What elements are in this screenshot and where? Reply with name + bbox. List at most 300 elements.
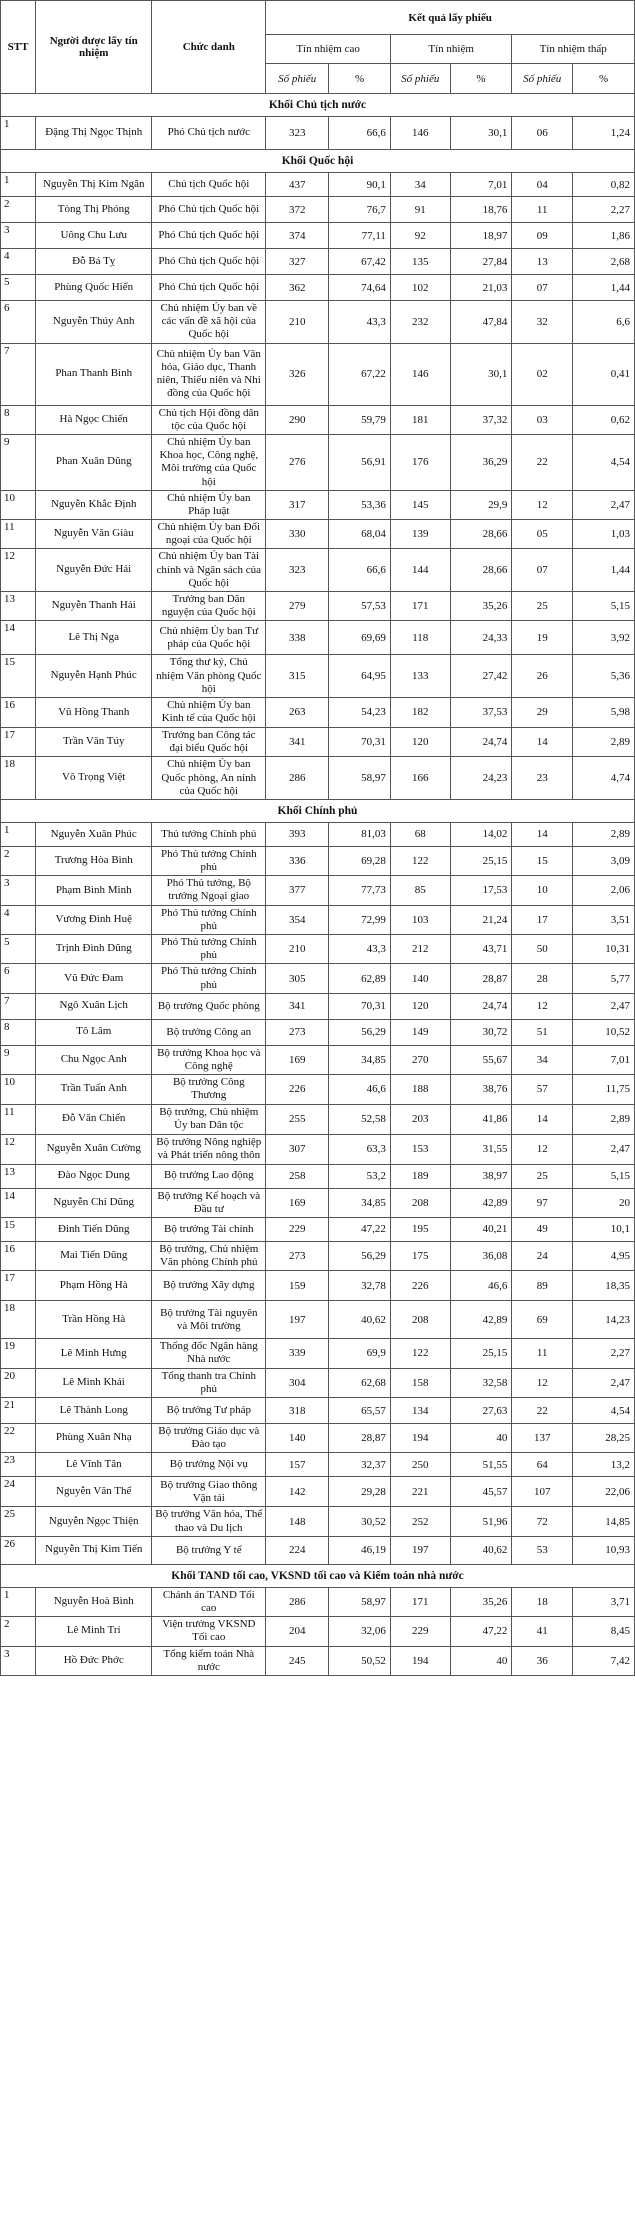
row-low-votes: 24 xyxy=(512,1241,573,1270)
row-low-votes: 05 xyxy=(512,520,573,549)
table-row xyxy=(1,1587,635,1616)
row-high-votes: 326 xyxy=(266,343,329,405)
row-medium-votes: 134 xyxy=(390,1398,450,1424)
row-stt: 24 xyxy=(1,1477,36,1507)
row-low-votes: 10 xyxy=(512,876,573,905)
row-low-pct: 18,35 xyxy=(573,1271,635,1301)
row-medium-votes: 135 xyxy=(390,249,450,275)
row-medium-votes: 171 xyxy=(390,1587,450,1616)
row-high-pct: 77,11 xyxy=(329,223,391,249)
row-stt: 20 xyxy=(1,1368,36,1397)
row-low-votes: 49 xyxy=(512,1217,573,1241)
table-row xyxy=(1,117,635,150)
row-high-pct: 40,62 xyxy=(329,1301,391,1339)
row-low-votes: 25 xyxy=(512,592,573,621)
row-low-votes: 06 xyxy=(512,117,573,150)
row-low-pct: 28,25 xyxy=(573,1424,635,1453)
row-low-votes: 22 xyxy=(512,1398,573,1424)
row-high-votes: 372 xyxy=(266,197,329,223)
row-medium-votes: 194 xyxy=(390,1646,450,1675)
section-header xyxy=(1,1564,635,1587)
row-medium-votes: 203 xyxy=(390,1104,450,1134)
row-medium-votes: 103 xyxy=(390,905,450,934)
row-medium-votes: 92 xyxy=(390,223,450,249)
row-high-votes: 279 xyxy=(266,592,329,621)
row-high-votes: 140 xyxy=(266,1424,329,1453)
row-stt: 1 xyxy=(1,822,36,846)
row-medium-pct: 25,15 xyxy=(450,846,512,875)
row-medium-pct: 38,76 xyxy=(450,1075,512,1104)
row-medium-pct: 31,55 xyxy=(450,1134,512,1164)
row-medium-votes: 122 xyxy=(390,846,450,875)
header-pct: % xyxy=(450,64,512,94)
row-low-pct: 10,1 xyxy=(573,1217,635,1241)
row-position: Bộ trưởng, Chủ nhiệm Ủy ban Dân tộc xyxy=(152,1104,266,1134)
row-name: Vương Đình Huệ xyxy=(36,905,152,934)
row-low-pct: 5,98 xyxy=(573,697,635,727)
row-high-votes: 255 xyxy=(266,1104,329,1134)
row-high-pct: 66,6 xyxy=(329,549,391,592)
row-name: Nguyễn Khắc Định xyxy=(36,490,152,519)
row-medium-pct: 21,24 xyxy=(450,905,512,934)
row-high-votes: 290 xyxy=(266,405,329,434)
section-title: Khối Chủ tịch nước xyxy=(1,94,635,117)
table-row xyxy=(1,1019,635,1045)
row-low-votes: 12 xyxy=(512,1134,573,1164)
header-high: Tín nhiệm cao xyxy=(266,35,391,64)
row-low-votes: 89 xyxy=(512,1271,573,1301)
row-stt: 12 xyxy=(1,1134,36,1164)
row-medium-pct: 14,02 xyxy=(450,822,512,846)
row-position: Phó Chủ tịch nước xyxy=(152,117,266,150)
row-low-pct: 2,89 xyxy=(573,822,635,846)
row-low-pct: 4,74 xyxy=(573,757,635,800)
row-medium-votes: 144 xyxy=(390,549,450,592)
table-row xyxy=(1,1507,635,1536)
table-row xyxy=(1,822,635,846)
table-row xyxy=(1,520,635,549)
row-low-pct: 20 xyxy=(573,1188,635,1217)
row-medium-pct: 32,58 xyxy=(450,1368,512,1397)
row-high-votes: 305 xyxy=(266,964,329,993)
row-name: Nguyễn Thúy Anh xyxy=(36,301,152,344)
row-medium-pct: 42,89 xyxy=(450,1188,512,1217)
row-stt: 7 xyxy=(1,343,36,405)
row-low-votes: 13 xyxy=(512,249,573,275)
row-name: Lê Minh Trí xyxy=(36,1617,152,1646)
row-position: Bộ trưởng Công Thương xyxy=(152,1075,266,1104)
section-header xyxy=(1,799,635,822)
row-medium-pct: 7,01 xyxy=(450,173,512,197)
row-low-votes: 14 xyxy=(512,727,573,756)
row-high-pct: 57,53 xyxy=(329,592,391,621)
row-low-pct: 2,47 xyxy=(573,993,635,1019)
table-row xyxy=(1,621,635,655)
table-row xyxy=(1,1134,635,1164)
row-low-votes: 11 xyxy=(512,197,573,223)
row-high-votes: 210 xyxy=(266,935,329,964)
row-medium-votes: 120 xyxy=(390,993,450,1019)
table-body xyxy=(1,94,635,1676)
row-name: Trần Hồng Hà xyxy=(36,1301,152,1339)
row-name: Phạm Hồng Hà xyxy=(36,1271,152,1301)
row-high-pct: 69,28 xyxy=(329,846,391,875)
section-title: Khối Quốc hội xyxy=(1,150,635,173)
row-name: Nguyễn Chí Dũng xyxy=(36,1188,152,1217)
row-name: Đỗ Văn Chiến xyxy=(36,1104,152,1134)
row-name: Lê Vĩnh Tân xyxy=(36,1453,152,1477)
row-position: Bộ trưởng Nội vụ xyxy=(152,1453,266,1477)
row-name: Mai Tiến Dũng xyxy=(36,1241,152,1270)
row-high-pct: 69,9 xyxy=(329,1339,391,1368)
row-low-votes: 107 xyxy=(512,1477,573,1507)
row-high-votes: 338 xyxy=(266,621,329,655)
row-medium-pct: 30,1 xyxy=(450,343,512,405)
row-name: Nguyễn Ngọc Thiện xyxy=(36,1507,152,1536)
row-name: Lê Minh Hưng xyxy=(36,1339,152,1368)
row-low-pct: 11,75 xyxy=(573,1075,635,1104)
row-name: Phan Xuân Dũng xyxy=(36,434,152,490)
row-position: Chủ nhiệm Ủy ban Tư pháp của Quốc hội xyxy=(152,621,266,655)
row-low-pct: 1,24 xyxy=(573,117,635,150)
row-position: Phó Chủ tịch Quốc hội xyxy=(152,275,266,301)
row-high-pct: 58,97 xyxy=(329,1587,391,1616)
row-low-votes: 04 xyxy=(512,173,573,197)
row-low-votes: 22 xyxy=(512,434,573,490)
row-medium-votes: 171 xyxy=(390,592,450,621)
row-medium-votes: 188 xyxy=(390,1075,450,1104)
row-name: Nguyễn Đức Hải xyxy=(36,549,152,592)
row-stt: 1 xyxy=(1,117,36,150)
table-row xyxy=(1,876,635,905)
header-votes: Số phiếu xyxy=(512,64,573,94)
header-medium: Tín nhiệm xyxy=(390,35,511,64)
row-high-votes: 258 xyxy=(266,1164,329,1188)
row-position: Chánh án TAND Tối cao xyxy=(152,1587,266,1616)
row-medium-votes: 175 xyxy=(390,1241,450,1270)
row-name: Tòng Thị Phóng xyxy=(36,197,152,223)
row-high-pct: 32,78 xyxy=(329,1271,391,1301)
row-name: Tô Lâm xyxy=(36,1019,152,1045)
row-position: Chủ tịch Quốc hội xyxy=(152,173,266,197)
table-row xyxy=(1,993,635,1019)
row-high-pct: 81,03 xyxy=(329,822,391,846)
row-stt: 8 xyxy=(1,1019,36,1045)
row-low-pct: 2,89 xyxy=(573,1104,635,1134)
row-stt: 9 xyxy=(1,1045,36,1074)
row-low-votes: 34 xyxy=(512,1045,573,1074)
table-row xyxy=(1,223,635,249)
row-medium-votes: 270 xyxy=(390,1045,450,1074)
row-medium-votes: 145 xyxy=(390,490,450,519)
row-name: Ngô Xuân Lịch xyxy=(36,993,152,1019)
row-low-pct: 2,47 xyxy=(573,1368,635,1397)
row-low-pct: 4,54 xyxy=(573,1398,635,1424)
section-header xyxy=(1,94,635,117)
row-position: Phó Thủ tướng Chính phủ xyxy=(152,964,266,993)
table-row xyxy=(1,1217,635,1241)
table-row xyxy=(1,343,635,405)
header-stt: STT xyxy=(1,1,36,94)
row-position: Trưởng ban Công tác đại biểu Quốc hội xyxy=(152,727,266,756)
row-medium-pct: 35,26 xyxy=(450,592,512,621)
table-row xyxy=(1,1301,635,1339)
row-high-votes: 437 xyxy=(266,173,329,197)
table-row xyxy=(1,1398,635,1424)
table-row xyxy=(1,1646,635,1675)
row-low-votes: 32 xyxy=(512,301,573,344)
row-name: Nguyễn Hoà Bình xyxy=(36,1587,152,1616)
row-low-votes: 12 xyxy=(512,993,573,1019)
row-medium-votes: 229 xyxy=(390,1617,450,1646)
header-pct: % xyxy=(573,64,635,94)
row-high-votes: 226 xyxy=(266,1075,329,1104)
row-stt: 2 xyxy=(1,1617,36,1646)
row-high-votes: 374 xyxy=(266,223,329,249)
row-stt: 9 xyxy=(1,434,36,490)
table-row xyxy=(1,1045,635,1074)
table-row xyxy=(1,935,635,964)
row-medium-pct: 24,74 xyxy=(450,727,512,756)
row-high-pct: 67,22 xyxy=(329,343,391,405)
row-stt: 15 xyxy=(1,1217,36,1241)
row-high-votes: 286 xyxy=(266,757,329,800)
row-low-pct: 10,31 xyxy=(573,935,635,964)
row-high-votes: 169 xyxy=(266,1188,329,1217)
row-high-votes: 273 xyxy=(266,1019,329,1045)
row-stt: 3 xyxy=(1,223,36,249)
row-position: Phó Thủ tướng Chính phủ xyxy=(152,935,266,964)
row-position: Phó Thủ tướng Chính phủ xyxy=(152,846,266,875)
row-medium-pct: 27,84 xyxy=(450,249,512,275)
header-low: Tín nhiệm thấp xyxy=(512,35,635,64)
row-high-pct: 62,68 xyxy=(329,1368,391,1397)
table-row xyxy=(1,197,635,223)
row-medium-pct: 40,62 xyxy=(450,1536,512,1564)
row-position: Bộ trưởng Tài nguyên và Môi trường xyxy=(152,1301,266,1339)
row-stt: 21 xyxy=(1,1398,36,1424)
row-name: Vũ Đức Đam xyxy=(36,964,152,993)
row-position: Chủ nhiệm Ủy ban Văn hóa, Giáo dục, Thanh niên, Thiếu niên và Nhi đồng của Quốc hội xyxy=(152,343,266,405)
row-name: Đào Ngọc Dung xyxy=(36,1164,152,1188)
row-high-votes: 377 xyxy=(266,876,329,905)
row-stt: 10 xyxy=(1,1075,36,1104)
row-medium-pct: 38,97 xyxy=(450,1164,512,1188)
table-row xyxy=(1,757,635,800)
table-row xyxy=(1,1104,635,1134)
row-low-pct: 7,01 xyxy=(573,1045,635,1074)
row-low-votes: 64 xyxy=(512,1453,573,1477)
row-low-pct: 2,47 xyxy=(573,490,635,519)
row-low-votes: 23 xyxy=(512,757,573,800)
row-medium-votes: 194 xyxy=(390,1424,450,1453)
row-medium-pct: 45,57 xyxy=(450,1477,512,1507)
row-high-pct: 47,22 xyxy=(329,1217,391,1241)
row-stt: 6 xyxy=(1,964,36,993)
row-low-pct: 2,89 xyxy=(573,727,635,756)
row-medium-pct: 51,96 xyxy=(450,1507,512,1536)
row-stt: 17 xyxy=(1,1271,36,1301)
row-medium-pct: 36,29 xyxy=(450,434,512,490)
row-position: Chủ nhiệm Ủy ban Tài chính và Ngân sách của Quốc hội xyxy=(152,549,266,592)
row-low-pct: 5,15 xyxy=(573,592,635,621)
row-medium-pct: 30,72 xyxy=(450,1019,512,1045)
row-stt: 7 xyxy=(1,993,36,1019)
row-stt: 4 xyxy=(1,249,36,275)
row-high-pct: 46,6 xyxy=(329,1075,391,1104)
row-low-pct: 3,92 xyxy=(573,621,635,655)
row-position: Bộ trưởng Khoa học và Công nghệ xyxy=(152,1045,266,1074)
row-stt: 3 xyxy=(1,1646,36,1675)
row-high-pct: 53,36 xyxy=(329,490,391,519)
row-low-pct: 10,52 xyxy=(573,1019,635,1045)
row-name: Nguyễn Xuân Cường xyxy=(36,1134,152,1164)
row-low-votes: 09 xyxy=(512,223,573,249)
row-position: Bộ trưởng Giao thông Vận tải xyxy=(152,1477,266,1507)
row-position: Bộ trưởng Lao động xyxy=(152,1164,266,1188)
row-low-votes: 36 xyxy=(512,1646,573,1675)
row-medium-votes: 34 xyxy=(390,173,450,197)
row-medium-votes: 189 xyxy=(390,1164,450,1188)
row-medium-votes: 197 xyxy=(390,1536,450,1564)
row-medium-votes: 181 xyxy=(390,405,450,434)
row-position: Chủ nhiệm Ủy ban Kinh tế của Quốc hội xyxy=(152,697,266,727)
row-high-votes: 210 xyxy=(266,301,329,344)
row-low-pct: 2,27 xyxy=(573,197,635,223)
row-position: Phó Chủ tịch Quốc hội xyxy=(152,249,266,275)
header-pct: % xyxy=(329,64,391,94)
row-medium-votes: 176 xyxy=(390,434,450,490)
row-high-pct: 50,52 xyxy=(329,1646,391,1675)
row-high-votes: 157 xyxy=(266,1453,329,1477)
row-high-pct: 52,58 xyxy=(329,1104,391,1134)
row-position: Bộ trưởng Tài chính xyxy=(152,1217,266,1241)
header-votes: Số phiếu xyxy=(390,64,450,94)
row-position: Bộ trưởng Kế hoạch và Đầu tư xyxy=(152,1188,266,1217)
row-stt: 13 xyxy=(1,592,36,621)
row-medium-pct: 27,42 xyxy=(450,655,512,698)
row-low-votes: 69 xyxy=(512,1301,573,1339)
table-row xyxy=(1,275,635,301)
section-title: Khối Chính phủ xyxy=(1,799,635,822)
table-row xyxy=(1,697,635,727)
row-position: Thống đốc Ngân hàng Nhà nước xyxy=(152,1339,266,1368)
table-row xyxy=(1,905,635,934)
row-position: Phó Chủ tịch Quốc hội xyxy=(152,223,266,249)
row-stt: 11 xyxy=(1,520,36,549)
row-high-pct: 43,3 xyxy=(329,935,391,964)
row-low-votes: 18 xyxy=(512,1587,573,1616)
row-low-pct: 5,77 xyxy=(573,964,635,993)
row-position: Bộ trưởng Tư pháp xyxy=(152,1398,266,1424)
row-medium-votes: 158 xyxy=(390,1368,450,1397)
row-high-votes: 317 xyxy=(266,490,329,519)
row-position: Bộ trưởng Giáo dục và Đào tạo xyxy=(152,1424,266,1453)
row-medium-votes: 140 xyxy=(390,964,450,993)
row-high-pct: 63,3 xyxy=(329,1134,391,1164)
row-stt: 6 xyxy=(1,301,36,344)
row-name: Đinh Tiến Dũng xyxy=(36,1217,152,1241)
row-high-pct: 74,64 xyxy=(329,275,391,301)
row-high-votes: 304 xyxy=(266,1368,329,1397)
row-medium-pct: 29,9 xyxy=(450,490,512,519)
row-position: Phó Thủ tướng, Bộ trưởng Ngoại giao xyxy=(152,876,266,905)
row-low-pct: 5,15 xyxy=(573,1164,635,1188)
row-medium-pct: 40 xyxy=(450,1646,512,1675)
row-position: Chủ nhiệm Ủy ban Đối ngoại của Quốc hội xyxy=(152,520,266,549)
row-high-pct: 90,1 xyxy=(329,173,391,197)
row-low-votes: 19 xyxy=(512,621,573,655)
row-high-votes: 339 xyxy=(266,1339,329,1368)
row-stt: 16 xyxy=(1,697,36,727)
row-medium-votes: 221 xyxy=(390,1477,450,1507)
table-row xyxy=(1,1075,635,1104)
row-low-pct: 4,95 xyxy=(573,1241,635,1270)
row-medium-pct: 21,03 xyxy=(450,275,512,301)
row-position: Viện trưởng VKSND Tối cao xyxy=(152,1617,266,1646)
row-name: Nguyễn Thanh Hải xyxy=(36,592,152,621)
row-high-pct: 46,19 xyxy=(329,1536,391,1564)
row-name: Hà Ngọc Chiến xyxy=(36,405,152,434)
row-medium-pct: 40,21 xyxy=(450,1217,512,1241)
table-row xyxy=(1,1536,635,1564)
row-medium-pct: 18,97 xyxy=(450,223,512,249)
table-row xyxy=(1,490,635,519)
row-stt: 2 xyxy=(1,846,36,875)
row-low-pct: 4,54 xyxy=(573,434,635,490)
row-low-votes: 41 xyxy=(512,1617,573,1646)
row-medium-votes: 195 xyxy=(390,1217,450,1241)
row-medium-votes: 208 xyxy=(390,1301,450,1339)
table-row xyxy=(1,249,635,275)
row-position: Tổng thư ký, Chủ nhiệm Văn phòng Quốc hội xyxy=(152,655,266,698)
table-row xyxy=(1,1477,635,1507)
row-position: Chủ nhiệm Ủy ban Khoa học, Công nghệ, Môi trường của Quốc hội xyxy=(152,434,266,490)
row-high-votes: 263 xyxy=(266,697,329,727)
row-high-pct: 56,91 xyxy=(329,434,391,490)
table-row xyxy=(1,1188,635,1217)
row-position: Tổng thanh tra Chính phủ xyxy=(152,1368,266,1397)
row-medium-votes: 212 xyxy=(390,935,450,964)
row-low-pct: 2,68 xyxy=(573,249,635,275)
row-low-pct: 0,41 xyxy=(573,343,635,405)
row-high-votes: 336 xyxy=(266,846,329,875)
row-high-pct: 29,28 xyxy=(329,1477,391,1507)
row-position: Phó Thủ tướng Chính phủ xyxy=(152,905,266,934)
row-medium-pct: 18,76 xyxy=(450,197,512,223)
row-stt: 10 xyxy=(1,490,36,519)
header-result: Kết quả lấy phiếu xyxy=(266,1,635,35)
row-medium-pct: 28,87 xyxy=(450,964,512,993)
row-medium-votes: 91 xyxy=(390,197,450,223)
table-row xyxy=(1,173,635,197)
row-high-votes: 169 xyxy=(266,1045,329,1074)
row-high-pct: 28,87 xyxy=(329,1424,391,1453)
row-high-votes: 354 xyxy=(266,905,329,934)
row-position: Bộ trưởng Y tế xyxy=(152,1536,266,1564)
row-stt: 18 xyxy=(1,757,36,800)
row-high-pct: 67,42 xyxy=(329,249,391,275)
row-high-votes: 327 xyxy=(266,249,329,275)
table-row xyxy=(1,1453,635,1477)
row-medium-votes: 153 xyxy=(390,1134,450,1164)
row-position: Chủ nhiệm Ủy ban Quốc phòng, An ninh của Quốc hội xyxy=(152,757,266,800)
row-low-votes: 28 xyxy=(512,964,573,993)
row-medium-pct: 43,71 xyxy=(450,935,512,964)
table-row xyxy=(1,549,635,592)
row-low-pct: 0,82 xyxy=(573,173,635,197)
row-medium-votes: 208 xyxy=(390,1188,450,1217)
